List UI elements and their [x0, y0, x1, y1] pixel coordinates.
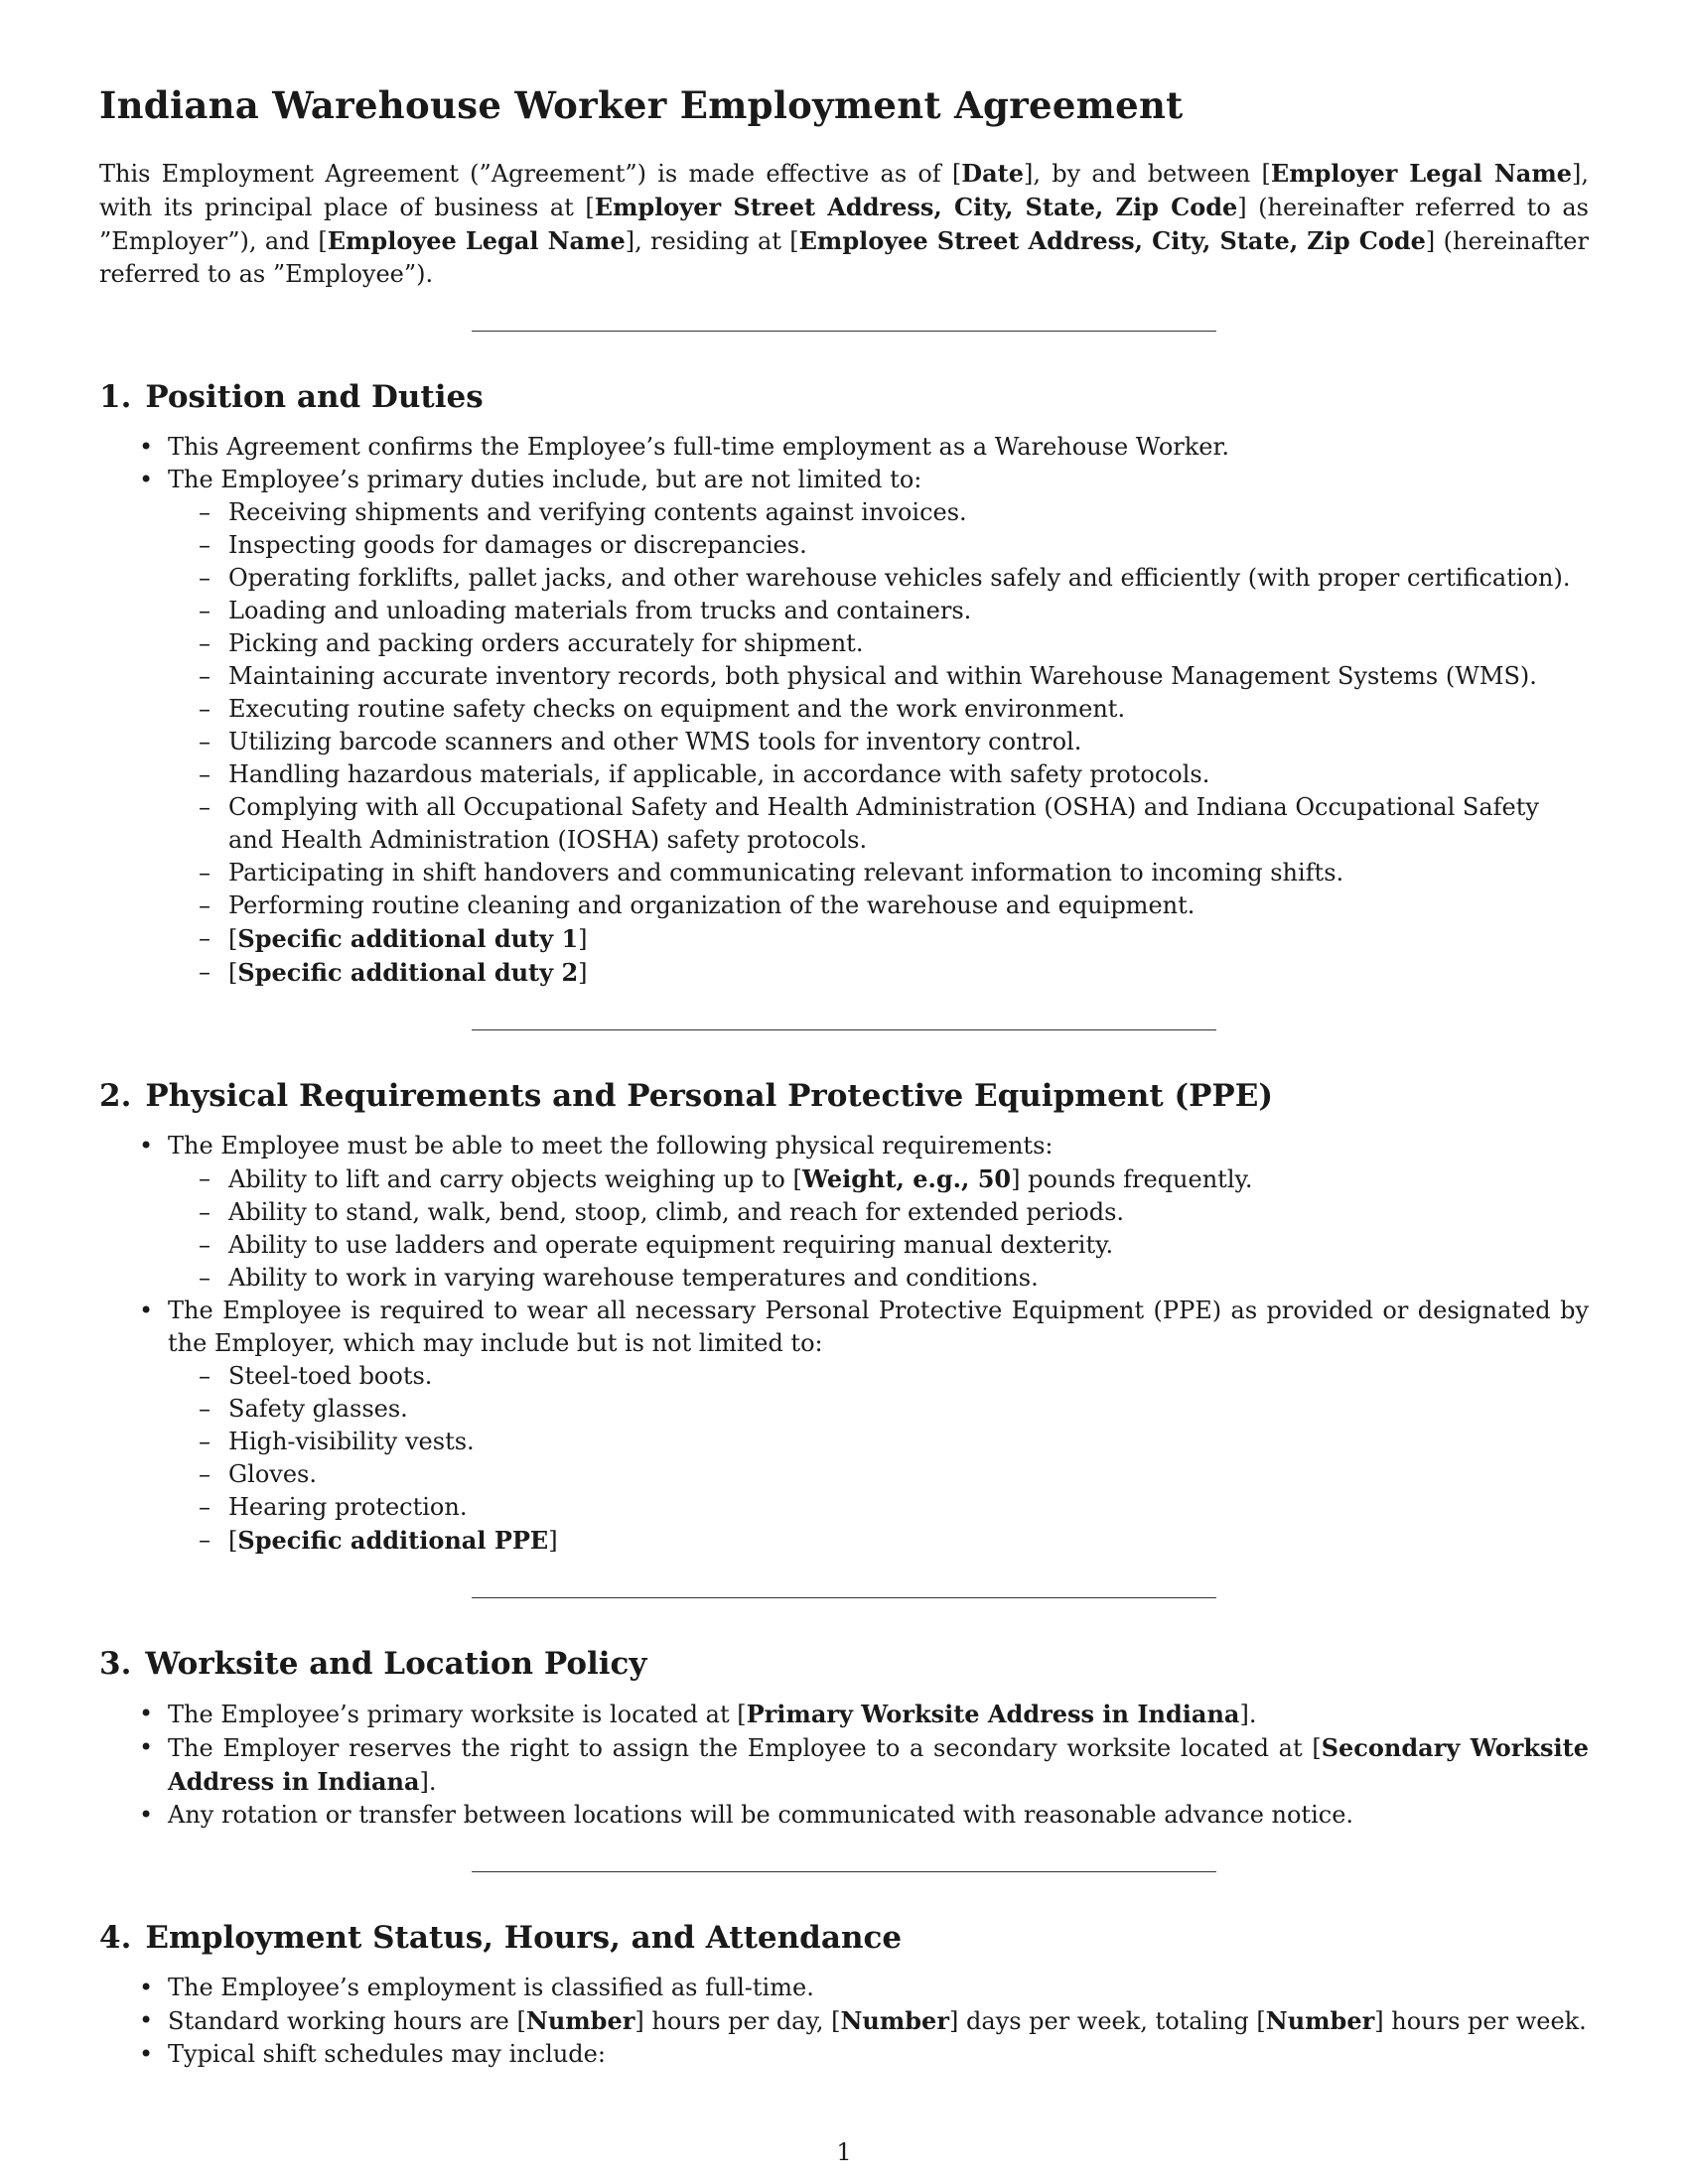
list-item-text: The Employee must be able to meet the following physical requirements:: [168, 1132, 1054, 1160]
list-item: • Typical shift schedules may include:: [99, 2038, 1589, 2071]
duty-item: – Executing routine safety checks on equipment and the work environment.: [168, 693, 1589, 726]
requirement-text: ] pounds frequently.: [1011, 1165, 1253, 1193]
duty-item: – Loading and unloading materials from trucks and containers.: [168, 595, 1589, 627]
section-heading-worksite: [99, 1646, 1589, 1682]
duty-item: – Picking and packing orders accurately for shipment.: [168, 627, 1589, 660]
secondary-worksite-placeholder: Secondary Worksite Address in Indiana: [168, 1733, 1589, 1796]
section-title: Employment Status, Hours, and Attendance: [145, 1920, 903, 1956]
intro-text: ] (hereinafter referred to as ”Employer”), and [: [99, 194, 1589, 255]
position-duties-list: [99, 431, 1589, 990]
list-item-text: ] hours per day, [: [634, 2007, 841, 2035]
document-title: Indiana Warehouse Worker Employment Agreement: [99, 83, 1184, 127]
section-divider: [472, 1871, 1216, 1872]
requirement-item: – Ability to work in varying warehouse temperatures and conditions.: [168, 1262, 1589, 1295]
list-item-text: ].: [419, 1768, 437, 1796]
section-heading-physical-requirements: [99, 1078, 1589, 1114]
duty-item: – [Specific additional duty 1]: [168, 922, 1589, 956]
duty-item: – [Specific additional duty 2]: [168, 956, 1589, 990]
list-item: [99, 1698, 1589, 1731]
intro-text: ], by and between [: [1024, 160, 1271, 188]
duty-item: – Utilizing barcode scanners and other WMS tools for inventory control.: [168, 726, 1589, 758]
requirement-item: – Ability to use ladders and operate equipment requiring manual dexterity.: [168, 1229, 1589, 1262]
date-placeholder: Date: [961, 159, 1024, 188]
ppe-item: – Gloves.: [168, 1458, 1589, 1491]
list-item: • The Employee’s employment is classified as full-time.: [99, 1972, 1589, 2004]
section-title: Physical Requirements and Personal Protective Equipment (PPE): [145, 1078, 1274, 1114]
page-number: 1: [836, 2138, 852, 2166]
worksite-list: [99, 1698, 1589, 1832]
list-item: [99, 1731, 1589, 1799]
list-item-text: The Employee’s primary duties include, but are not limited to:: [168, 466, 922, 493]
employee-name-placeholder: Employee Legal Name: [327, 226, 626, 255]
intro-text: ], with its principal place of business at [: [99, 160, 1589, 221]
ppe-item: – High-visibility vests.: [168, 1426, 1589, 1458]
list-item-text: The Employee’s primary worksite is located at [: [168, 1701, 747, 1728]
duty-item: – Participating in shift handovers and communicating relevant information to incoming shifts.: [168, 857, 1589, 889]
list-item: [99, 1130, 1589, 1295]
physical-requirements-list: [99, 1130, 1589, 1558]
duty-item: – Handling hazardous materials, if applicable, in accordance with safety protocols.: [168, 758, 1589, 791]
list-item-text: Standard working hours are [: [168, 2007, 526, 2035]
intro-text: ] (hereinafter referred to as ”Employee”).: [99, 227, 1589, 288]
requirement-text: Ability to lift and carry objects weighing up to [: [228, 1165, 802, 1193]
days-per-week-placeholder: Number: [840, 2006, 949, 2035]
section-divider: [472, 1597, 1216, 1598]
ppe-item: – Safety glasses.: [168, 1393, 1589, 1426]
requirement-item: – Ability to stand, walk, bend, stoop, climb, and reach for extended periods.: [168, 1196, 1589, 1229]
list-item-text: ] hours per week.: [1374, 2007, 1587, 2035]
duty-item: – Inspecting goods for damages or discrepancies.: [168, 529, 1589, 562]
list-item: [99, 2004, 1589, 2038]
employment-status-list: [99, 1972, 1589, 2071]
section-title: Position and Duties: [145, 379, 484, 415]
additional-duty-placeholder: Specific additional duty 1: [237, 924, 579, 953]
requirement-item: [168, 1162, 1589, 1196]
hours-per-week-placeholder: Number: [1265, 2006, 1375, 2035]
additional-ppe-placeholder: Specific additional PPE: [237, 1526, 549, 1555]
intro-text: This Employment Agreement (”Agreement”) is made effective as of [: [99, 160, 962, 188]
ppe-item: – Hearing protection.: [168, 1491, 1589, 1524]
list-item: [99, 1295, 1589, 1558]
duty-item: – Operating forklifts, pallet jacks, and other warehouse vehicles safely and efficiently (with proper certification).: [168, 562, 1589, 595]
section-number: 3.: [99, 1646, 132, 1682]
section-heading-employment-status: [99, 1920, 1589, 1956]
list-item-text: The Employee is required to wear all necessary Personal Protective Equipment (PPE) as provided or designated by the Employer, which may include but is not limited to:: [168, 1297, 1589, 1357]
duty-item: – Maintaining accurate inventory records, both physical and within Warehouse Management Systems (WMS).: [168, 660, 1589, 693]
section-divider: [472, 331, 1216, 332]
ppe-item: – Steel-toed boots.: [168, 1360, 1589, 1393]
duty-item: – Complying with all Occupational Safety and Health Administration (OSHA) and Indiana Occupational Safety and Health Administration (IOSHA) safety protocols.: [168, 791, 1589, 857]
additional-duty-placeholder: Specific additional duty 2: [237, 958, 579, 987]
list-item: • This Agreement confirms the Employee’s full-time employment as a Warehouse Worker.: [99, 431, 1589, 464]
list-item-text: ] days per week, totaling [: [948, 2007, 1266, 2035]
list-item-text: ].: [1239, 1701, 1257, 1728]
section-divider: [472, 1029, 1216, 1030]
weight-placeholder: Weight, e.g., 50: [801, 1164, 1012, 1193]
section-heading-position-duties: [99, 379, 1589, 415]
intro-paragraph: [99, 157, 1589, 291]
section-number: 4.: [99, 1920, 132, 1956]
duty-item: – Receiving shipments and verifying contents against invoices.: [168, 496, 1589, 529]
employer-name-placeholder: Employer Legal Name: [1270, 159, 1572, 188]
intro-text: ], residing at [: [625, 227, 799, 255]
list-item: • Any rotation or transfer between locations will be communicated with reasonable advance notice.: [99, 1799, 1589, 1832]
primary-worksite-placeholder: Primary Worksite Address in Indiana: [746, 1700, 1240, 1728]
list-item-text: The Employer reserves the right to assign the Employee to a secondary worksite located at [: [168, 1734, 1322, 1762]
duty-item: – Performing routine cleaning and organization of the warehouse and equipment.: [168, 889, 1589, 922]
requirements-sublist: [168, 1162, 1589, 1295]
section-title: Worksite and Location Policy: [145, 1646, 647, 1682]
ppe-item: – [Specific additional PPE]: [168, 1524, 1589, 1558]
employee-address-placeholder: Employee Street Address, City, State, Zip Code: [798, 226, 1426, 255]
duties-sublist: [168, 496, 1589, 990]
employer-address-placeholder: Employer Street Address, City, State, Zip Code: [594, 193, 1238, 221]
section-number: 2.: [99, 1078, 132, 1114]
hours-per-day-placeholder: Number: [525, 2006, 635, 2035]
section-number: 1.: [99, 379, 132, 415]
ppe-sublist: [168, 1360, 1589, 1558]
list-item: [99, 464, 1589, 990]
document-page: [99, 83, 1589, 2071]
